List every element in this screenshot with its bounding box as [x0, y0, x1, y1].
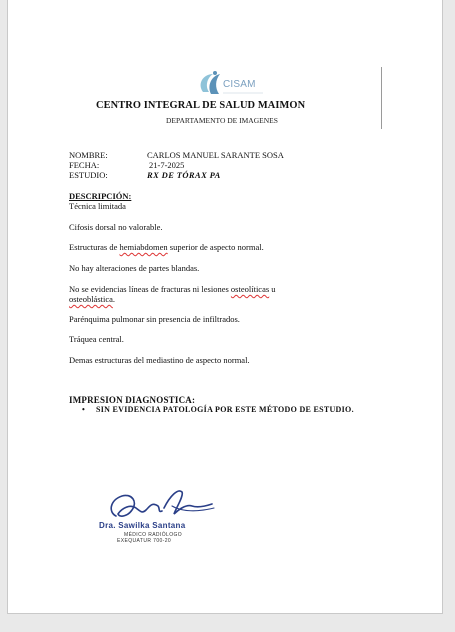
spellcheck-word: hemiabdomen — [119, 242, 168, 252]
study-date: 21-7-2025 — [149, 160, 185, 170]
signer-exequatur: EXEQUATUR 700-20 — [117, 538, 172, 544]
logo-text: CISAM — [223, 79, 256, 90]
description-title: DESCRIPCIÓN: — [69, 191, 132, 201]
finding-text: . — [112, 294, 116, 304]
spellcheck-word: osteolíticas — [230, 284, 270, 294]
document-page — [7, 0, 443, 614]
finding-line: Tráquea central. — [69, 334, 124, 344]
signer-name: Dra. Sawilka Santana — [99, 521, 186, 530]
date-label: FECHA: — [69, 160, 100, 170]
name-label: NOMBRE: — [69, 150, 108, 160]
study-name: RX DE TÓRAX PA — [147, 170, 221, 180]
impression-item — [82, 405, 354, 414]
finding-line: No hay alteraciones de partes blandas. — [69, 263, 200, 273]
finding-text: superior de aspecto normal. — [167, 242, 264, 252]
handwritten-signature — [102, 486, 218, 524]
finding-line — [69, 284, 276, 294]
finding-line: Cifosis dorsal no valorable. — [69, 222, 163, 232]
finding-line-cont — [69, 294, 115, 304]
bullet: • — [82, 405, 86, 414]
finding-line: Parénquima pulmonar sin presencia de infiltrados. — [69, 314, 240, 324]
finding-line — [69, 242, 264, 252]
finding-text: No se evidencias líneas de fracturas ni lesiones — [69, 284, 231, 294]
technique-text: Técnica limitada — [69, 201, 126, 211]
finding-line: Demas estructuras del mediastino de aspecto normal. — [69, 355, 250, 365]
finding-text: u — [269, 284, 276, 294]
department-name: DEPARTAMENTO DE IMAGENES — [166, 116, 278, 125]
patient-name: CARLOS MANUEL SARANTE SOSA — [147, 150, 284, 160]
impression-text: SIN EVIDENCIA PATOLOGÍA POR ESTE MÉTODO DE ESTUDIO. — [96, 405, 354, 414]
spellcheck-word: osteoblástica — [69, 294, 113, 304]
header-divider — [381, 67, 382, 129]
signer-title: MÉDICO RADIÓLOGO — [124, 532, 183, 538]
center-name: CENTRO INTEGRAL DE SALUD MAIMON — [96, 100, 306, 111]
impression-title: IMPRESION DIAGNOSTICA: — [69, 395, 196, 405]
finding-text: Estructuras de — [69, 242, 120, 252]
study-label: ESTUDIO: — [69, 170, 108, 180]
